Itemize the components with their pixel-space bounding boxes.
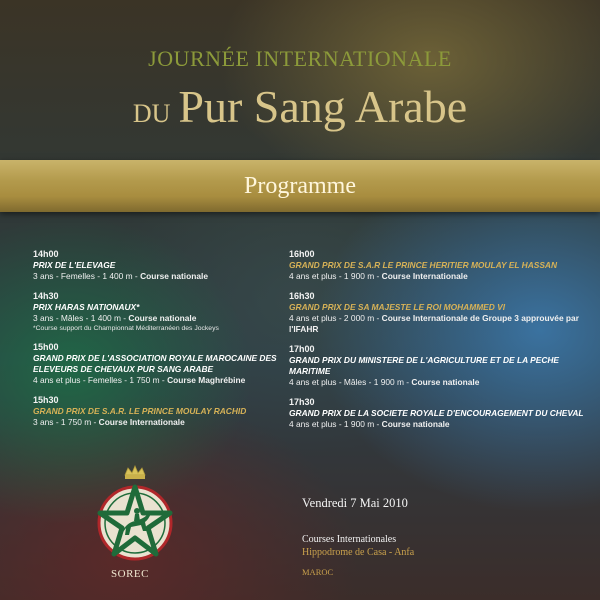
race-details: [289, 419, 589, 430]
event-title-line1: JOURNÉE INTERNATIONALE: [148, 46, 452, 71]
race-time: 17h30: [289, 397, 315, 407]
race-time: 16h00: [289, 249, 315, 259]
race-details: [289, 377, 589, 388]
race-conditions: 4 ans et plus - Femelles - 1 750 m -: [33, 375, 168, 385]
race-details: [33, 271, 283, 282]
programme-label: Programme: [244, 172, 356, 199]
venue-line3: MAROC: [302, 567, 334, 577]
race-category: Course Internationale: [381, 271, 468, 281]
race-name: PRIX HARAS NATIONAUX*: [33, 302, 140, 312]
sorec-emblem-icon: [85, 465, 185, 565]
race-category: Course nationale: [140, 271, 209, 281]
event-title-main: Pur Sang Arabe: [178, 81, 468, 132]
race-entry: [33, 341, 283, 386]
programme-banner: [0, 160, 600, 212]
race-conditions: 3 ans - Femelles - 1 400 m -: [33, 271, 141, 281]
crown-icon: [125, 466, 145, 479]
race-category: Course Maghrébine: [167, 375, 246, 385]
race-conditions: 4 ans et plus - Mâles - 1 900 m -: [289, 377, 412, 387]
race-entry: [33, 248, 283, 282]
race-entry: [289, 290, 589, 335]
race-details: [33, 375, 283, 386]
race-conditions: 3 ans - Mâles - 1 400 m -: [33, 313, 129, 323]
venue-line1: Courses Internationales: [302, 534, 397, 545]
race-name: GRAND PRIX DE S.A.R. LE PRINCE MOULAY RACHID: [33, 406, 247, 416]
race-name: GRAND PRIX DE S.A.R LE PRINCE HERITIER MOULAY EL HASSAN: [289, 260, 558, 270]
race-category: Course Internationale de Groupe 3 approuvée par l'IFAHR: [289, 313, 579, 334]
race-conditions: 4 ans et plus - 1 900 m -: [289, 271, 382, 281]
race-conditions: 4 ans et plus - 2 000 m -: [289, 313, 382, 323]
race-list-left: [33, 248, 283, 436]
race-time: 17h00: [289, 344, 315, 354]
venue-line2: Hippodrome de Casa - Anfa: [302, 547, 415, 558]
race-details: [289, 313, 589, 335]
race-name: GRAND PRIX DU MINISTERE DE L'AGRICULTURE ET DE LA PECHE MARITIME: [289, 355, 560, 376]
race-time: 15h00: [33, 342, 59, 352]
race-conditions: 4 ans et plus - 1 900 m -: [289, 419, 382, 429]
event-date: Vendredi 7 Mai 2010: [302, 496, 408, 510]
event-title-du: DU: [132, 99, 171, 128]
race-list-right: [289, 248, 589, 438]
race-entry: [289, 396, 589, 430]
race-details: [33, 417, 283, 428]
race-time: 15h30: [33, 395, 59, 405]
race-category: Course nationale: [411, 377, 480, 387]
org-name: SOREC: [111, 568, 149, 580]
race-entry: [33, 394, 283, 428]
race-time: 16h30: [289, 291, 315, 301]
race-name: GRAND PRIX DE L'ASSOCIATION ROYALE MAROCAINE DES ELEVEURS DE CHEVAUX PUR SANG ARABE: [33, 353, 277, 374]
race-name: PRIX DE L'ELEVAGE: [33, 260, 116, 270]
race-time: 14h00: [33, 249, 59, 259]
race-category: Course nationale: [128, 313, 197, 323]
race-details: [33, 313, 283, 324]
race-entry: [33, 290, 283, 333]
race-name: GRAND PRIX DE LA SOCIETE ROYALE D'ENCOURAGEMENT DU CHEVAL: [289, 408, 584, 418]
race-entry: [289, 343, 589, 388]
race-time: 14h30: [33, 291, 59, 301]
race-details: [289, 271, 589, 282]
race-category: Course nationale: [381, 419, 450, 429]
race-entry: [289, 248, 589, 282]
race-note: *Course support du Championnat Méditerranéen des Jockeys: [33, 325, 219, 332]
event-title-line2: [0, 80, 600, 133]
race-conditions: 3 ans - 1 750 m -: [33, 417, 99, 427]
race-name: GRAND PRIX DE SA MAJESTE LE ROI MOHAMMED VI: [289, 302, 506, 312]
race-category: Course Internationale: [98, 417, 185, 427]
